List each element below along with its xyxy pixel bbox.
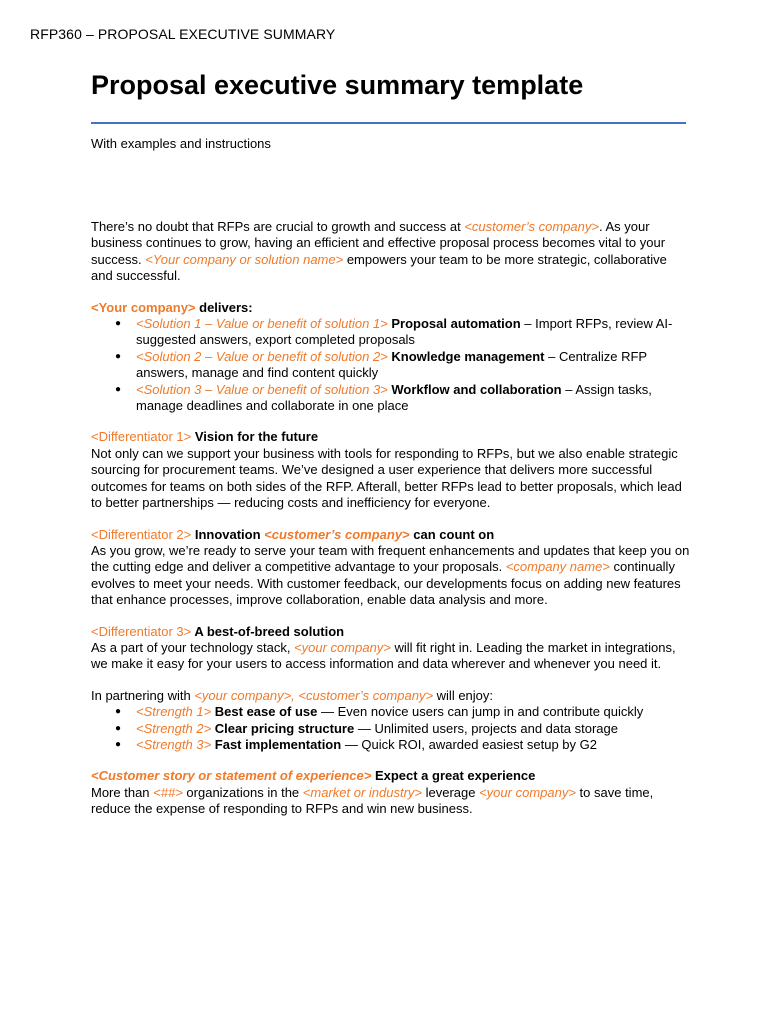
differentiator-3-body-1: As a part of your technology stack, xyxy=(91,639,295,655)
differentiator-3-section xyxy=(91,624,691,673)
document-header: RFP360 – PROPOSAL EXECUTIVE SUMMARY xyxy=(30,26,336,42)
differentiator-3-title: A best-of-breed solution xyxy=(191,623,345,639)
placeholder-customer-story: <Customer story or statement of experience> xyxy=(91,768,372,784)
differentiator-2-section xyxy=(91,527,691,609)
delivers-label: delivers: xyxy=(195,299,253,315)
differentiator-3-heading xyxy=(91,624,691,640)
bullet-icon: ● xyxy=(115,383,122,395)
bullet-icon: ● xyxy=(115,738,122,750)
solution-name: Knowledge management xyxy=(387,348,545,364)
bullet-icon: ● xyxy=(115,722,122,734)
list-item xyxy=(115,736,691,753)
placeholder-strength: <Strength 3> xyxy=(136,736,212,752)
customer-story-text-3: leverage xyxy=(422,784,480,800)
differentiator-2-heading xyxy=(91,527,691,543)
strength-description: — Even novice users can jump in and contribute quickly xyxy=(317,704,644,720)
intro-text-1: There’s no doubt that RFPs are crucial to growth and success at xyxy=(91,219,465,234)
list-item xyxy=(115,704,691,720)
bullet-icon: ● xyxy=(115,318,122,330)
placeholder-customer-company: <customer’s company> xyxy=(264,526,410,542)
placeholder-customer-company: <customer’s company> xyxy=(464,219,599,234)
customer-story-text-4: to save time, reduce the expense of responding to RFPs and win new business. xyxy=(91,784,654,817)
bullet-icon: ● xyxy=(115,350,122,362)
solution-name: Workflow and collaboration xyxy=(387,381,562,397)
solution-description: – Centralize RFP answers, manage and find content quickly xyxy=(136,348,647,381)
strength-name: Clear pricing structure xyxy=(211,720,355,736)
subtitle: With examples and instructions xyxy=(91,136,271,151)
delivers-heading xyxy=(91,300,691,316)
customer-story-heading xyxy=(91,768,691,784)
customer-story-text-2: organizations in the xyxy=(182,784,303,800)
placeholder-solution: <Solution 2 xyxy=(136,348,206,364)
partnering-intro xyxy=(91,688,691,704)
differentiator-2-title-2: can count on xyxy=(409,526,495,542)
placeholder-solution: <Solution 1 xyxy=(136,316,206,332)
placeholder-strength: <Strength 1> xyxy=(136,704,212,720)
placeholder-number: <##> xyxy=(153,784,183,800)
differentiator-1-title: Vision for the future xyxy=(191,429,319,445)
solution-description: – Assign tasks, manage deadlines and collaborate in one place xyxy=(136,381,652,414)
placeholder-market: <market or industry> xyxy=(302,784,422,800)
list-item xyxy=(115,720,691,737)
differentiator-1-section xyxy=(91,429,691,511)
customer-story-title: Expect a great experience xyxy=(371,768,536,784)
bullet-icon: ● xyxy=(115,706,122,718)
intro-paragraph xyxy=(91,219,691,285)
placeholder-solution: <Solution 3 xyxy=(136,381,206,397)
placeholder-separator: – xyxy=(205,348,213,364)
differentiator-3-body-2: will fit right in. Leading the market in integrations, we make it easy for your users to access information and data wherever and whenever you need it. xyxy=(91,639,676,672)
partnering-text-1: In partnering with xyxy=(91,687,195,703)
differentiator-2-title-1: Innovation xyxy=(191,526,265,542)
intro-text-3: empowers your team to be more strategic, collaborative and successful. xyxy=(91,251,667,284)
placeholder-your-company: <your company> xyxy=(294,639,391,655)
list-item xyxy=(115,316,691,349)
page-title: Proposal executive summary template xyxy=(91,70,584,100)
strength-name: Fast implementation xyxy=(211,736,342,752)
placeholder-strength: <Strength 2> xyxy=(136,720,212,736)
strengths-list xyxy=(91,704,691,753)
differentiator-1-body: Not only can we support your business with tools for responding to RFPs, but we also enable strategic sourcing for procurement teams. We’ve designed a user experience that delivers more successful outcomes for teams on both sides of the RFP. Afterall, better RFPs lead to better proposals, which lead to better partnerships — reducing costs and inefficiency for everyone. xyxy=(91,445,682,511)
placeholder-separator: – xyxy=(205,381,213,397)
title-divider xyxy=(91,122,686,124)
intro-text-2: . As your business continues to grow, having an efficient and effective proposal process becomes vital to your success. xyxy=(91,219,666,267)
placeholder-separator: – xyxy=(205,316,213,332)
placeholder-your-company: <your company> xyxy=(479,784,576,800)
solutions-list xyxy=(91,316,691,414)
placeholder-differentiator-3: <Differentiator 3> xyxy=(91,623,192,639)
list-item xyxy=(115,381,691,415)
placeholder-companies: <your company>, <customer’s company> xyxy=(194,687,434,703)
differentiator-2-body-1: As you grow, we’re ready to serve your team with frequent enhancements and updates that keep you on the cutting edge and deliver a competitive advantage to your proposals. xyxy=(91,542,690,575)
placeholder-solution-benefit: Value or benefit of solution 3> xyxy=(212,381,388,397)
solution-name: Proposal automation xyxy=(387,316,521,332)
customer-story-text-1: More than xyxy=(91,784,154,800)
placeholder-company-name: <company name> xyxy=(505,559,610,575)
placeholder-solution-benefit: Value or benefit of solution 1> xyxy=(212,316,388,332)
customer-story-section xyxy=(91,768,691,817)
solution-description: – Import RFPs, review AI-suggested answers, export completed proposals xyxy=(136,316,673,348)
placeholder-company-or-solution: <Your company or solution name> xyxy=(145,251,344,267)
strength-name: Best ease of use xyxy=(211,704,318,720)
partnering-text-2: will enjoy: xyxy=(433,687,494,703)
strength-description: — Quick ROI, awarded easiest setup by G2 xyxy=(341,736,597,752)
placeholder-differentiator-2: <Differentiator 2> xyxy=(91,526,192,542)
strength-description: — Unlimited users, projects and data storage xyxy=(354,720,618,736)
differentiator-2-body-2: continually evolves to meet your needs. With customer feedback, our developments focus on adding new features that enhance processes, improve collaboration, enable data analysis and more. xyxy=(91,559,681,608)
placeholder-solution-benefit: Value or benefit of solution 2> xyxy=(212,348,388,364)
differentiator-1-heading xyxy=(91,429,691,445)
list-item xyxy=(115,348,691,382)
placeholder-your-company: <Your company> xyxy=(91,299,196,315)
placeholder-differentiator-1: <Differentiator 1> xyxy=(91,429,192,445)
document-content xyxy=(91,219,691,833)
